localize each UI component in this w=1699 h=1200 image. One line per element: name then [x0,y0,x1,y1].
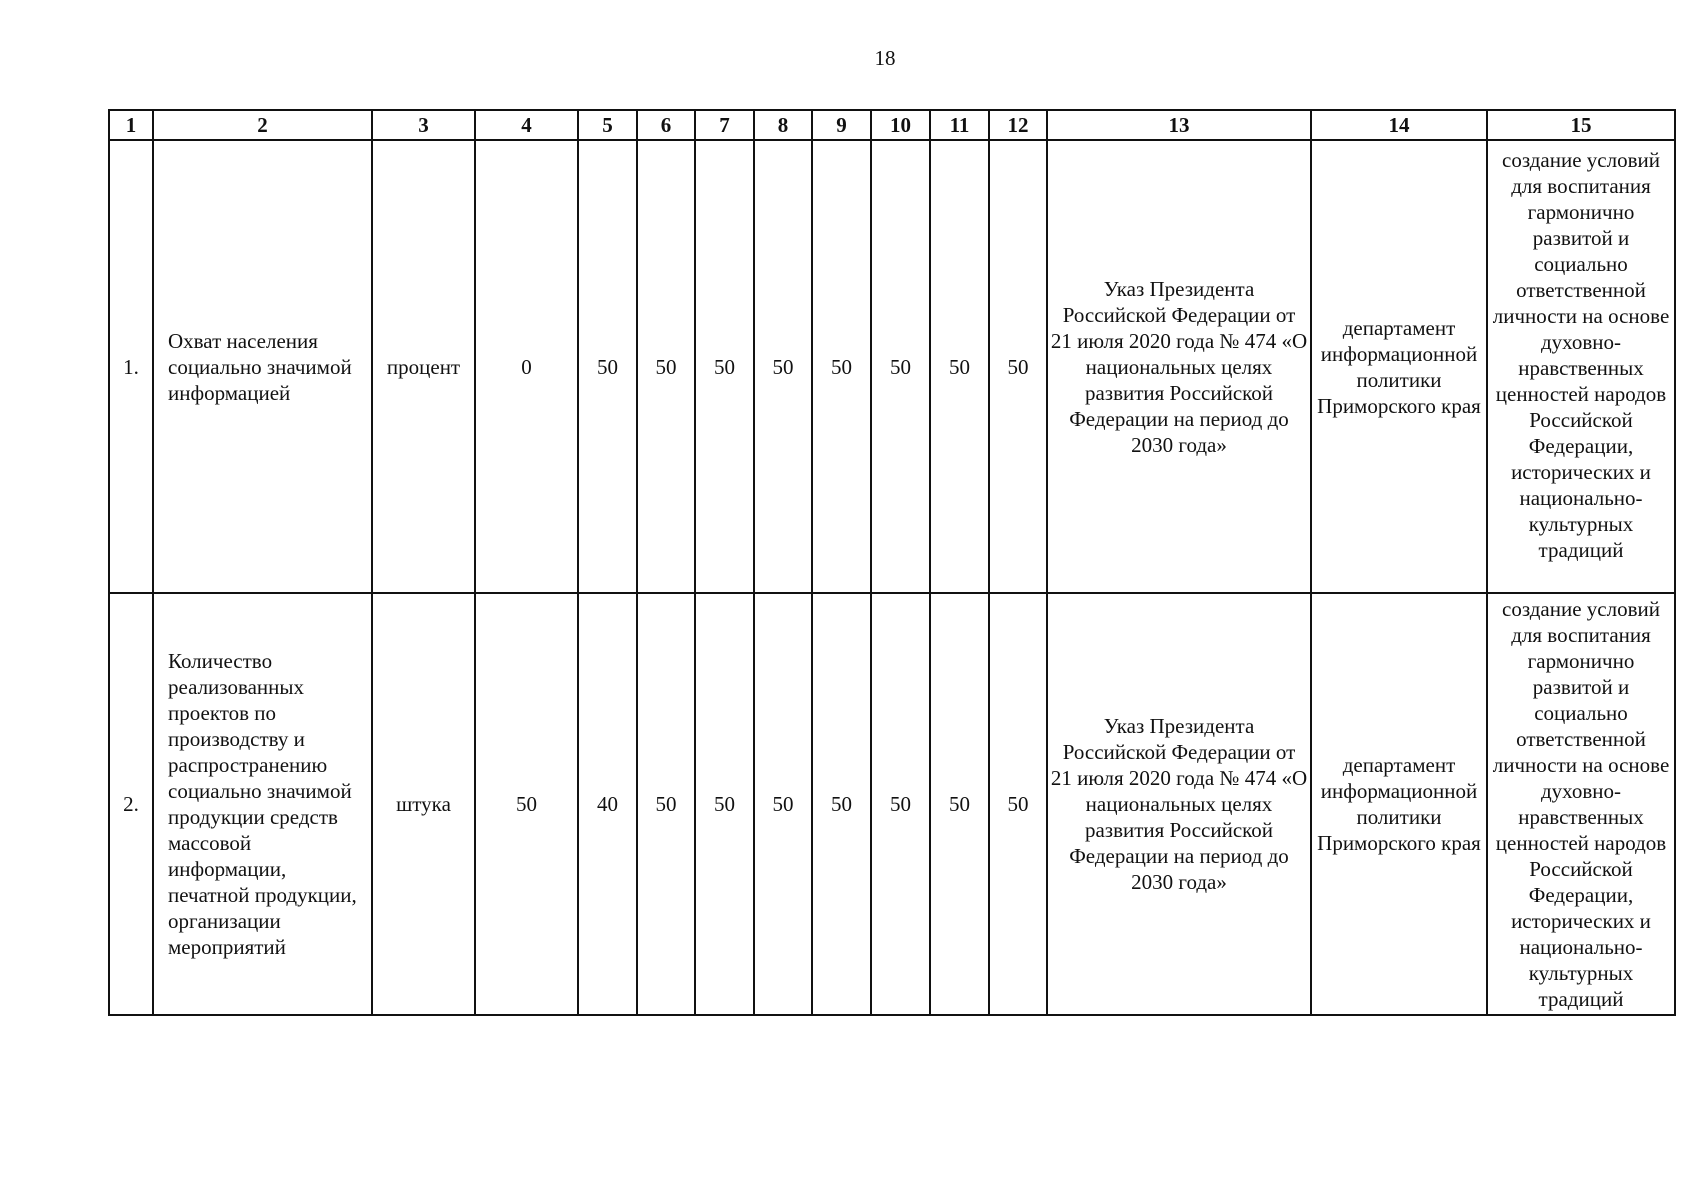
value-cell: 50 [637,140,695,593]
page-number: 18 [874,46,896,70]
column-header-15: 15 [1487,110,1675,140]
responsible-cell: департамент информационной политики Приморского края [1311,593,1487,1015]
row-number: 2. [109,593,153,1015]
column-header-11: 11 [930,110,989,140]
row-number: 1. [109,140,153,593]
value-cell: 50 [695,140,754,593]
column-header-5: 5 [578,110,637,140]
column-header-7: 7 [695,110,754,140]
column-header-13: 13 [1047,110,1311,140]
legal-basis-cell: Указ Президента Российской Федерации от 21 июля 2020 года № 474 «О национальных целях развития Российской Федерации на период до 2030 года» [1047,593,1311,1015]
column-header-4: 4 [475,110,578,140]
value-cell: 50 [930,140,989,593]
goal-cell: создание условий для воспитания гармонично развитой и социально ответственной личности на основе духовно-нравственных ценностей народов Российской Федерации, исторических и национально-культурных традиций [1487,140,1675,593]
indicator-name: Количество реализованных проектов по производству и распространению социально значимой продукции средств массовой информации, печатной продукции, организации мероприятий [153,593,372,1015]
value-cell: 50 [637,593,695,1015]
value-cell: 50 [871,140,930,593]
value-cell: 50 [871,593,930,1015]
unit-cell: процент [372,140,475,593]
column-header-14: 14 [1311,110,1487,140]
column-header-6: 6 [637,110,695,140]
value-cell: 40 [578,593,637,1015]
indicator-name: Охват населения социально значимой информацией [153,140,372,593]
table-row [109,140,1675,593]
header-row [109,110,1675,140]
value-cell: 50 [754,140,812,593]
column-header-12: 12 [989,110,1047,140]
value-cell: 50 [812,140,871,593]
column-header-10: 10 [871,110,930,140]
value-cell: 50 [695,593,754,1015]
value-cell: 50 [578,140,637,593]
value-cell: 50 [754,593,812,1015]
value-cell: 0 [475,140,578,593]
value-cell: 50 [930,593,989,1015]
value-cell: 50 [475,593,578,1015]
value-cell: 50 [989,593,1047,1015]
table-row [109,593,1675,1015]
legal-basis-cell: Указ Президента Российской Федерации от 21 июля 2020 года № 474 «О национальных целях развития Российской Федерации на период до 2030 года» [1047,140,1311,593]
column-header-3: 3 [372,110,475,140]
responsible-cell: департамент информационной политики Приморского края [1311,140,1487,593]
value-cell: 50 [812,593,871,1015]
value-cell: 50 [989,140,1047,593]
goal-cell: создание условий для воспитания гармонично развитой и социально ответственной личности на основе духовно-нравственных ценностей народов Российской Федерации, исторических и национально-культурных традиций [1487,593,1675,1015]
column-header-9: 9 [812,110,871,140]
column-header-2: 2 [153,110,372,140]
indicators-table [108,109,1676,1016]
column-header-1: 1 [109,110,153,140]
unit-cell: штука [372,593,475,1015]
column-header-8: 8 [754,110,812,140]
